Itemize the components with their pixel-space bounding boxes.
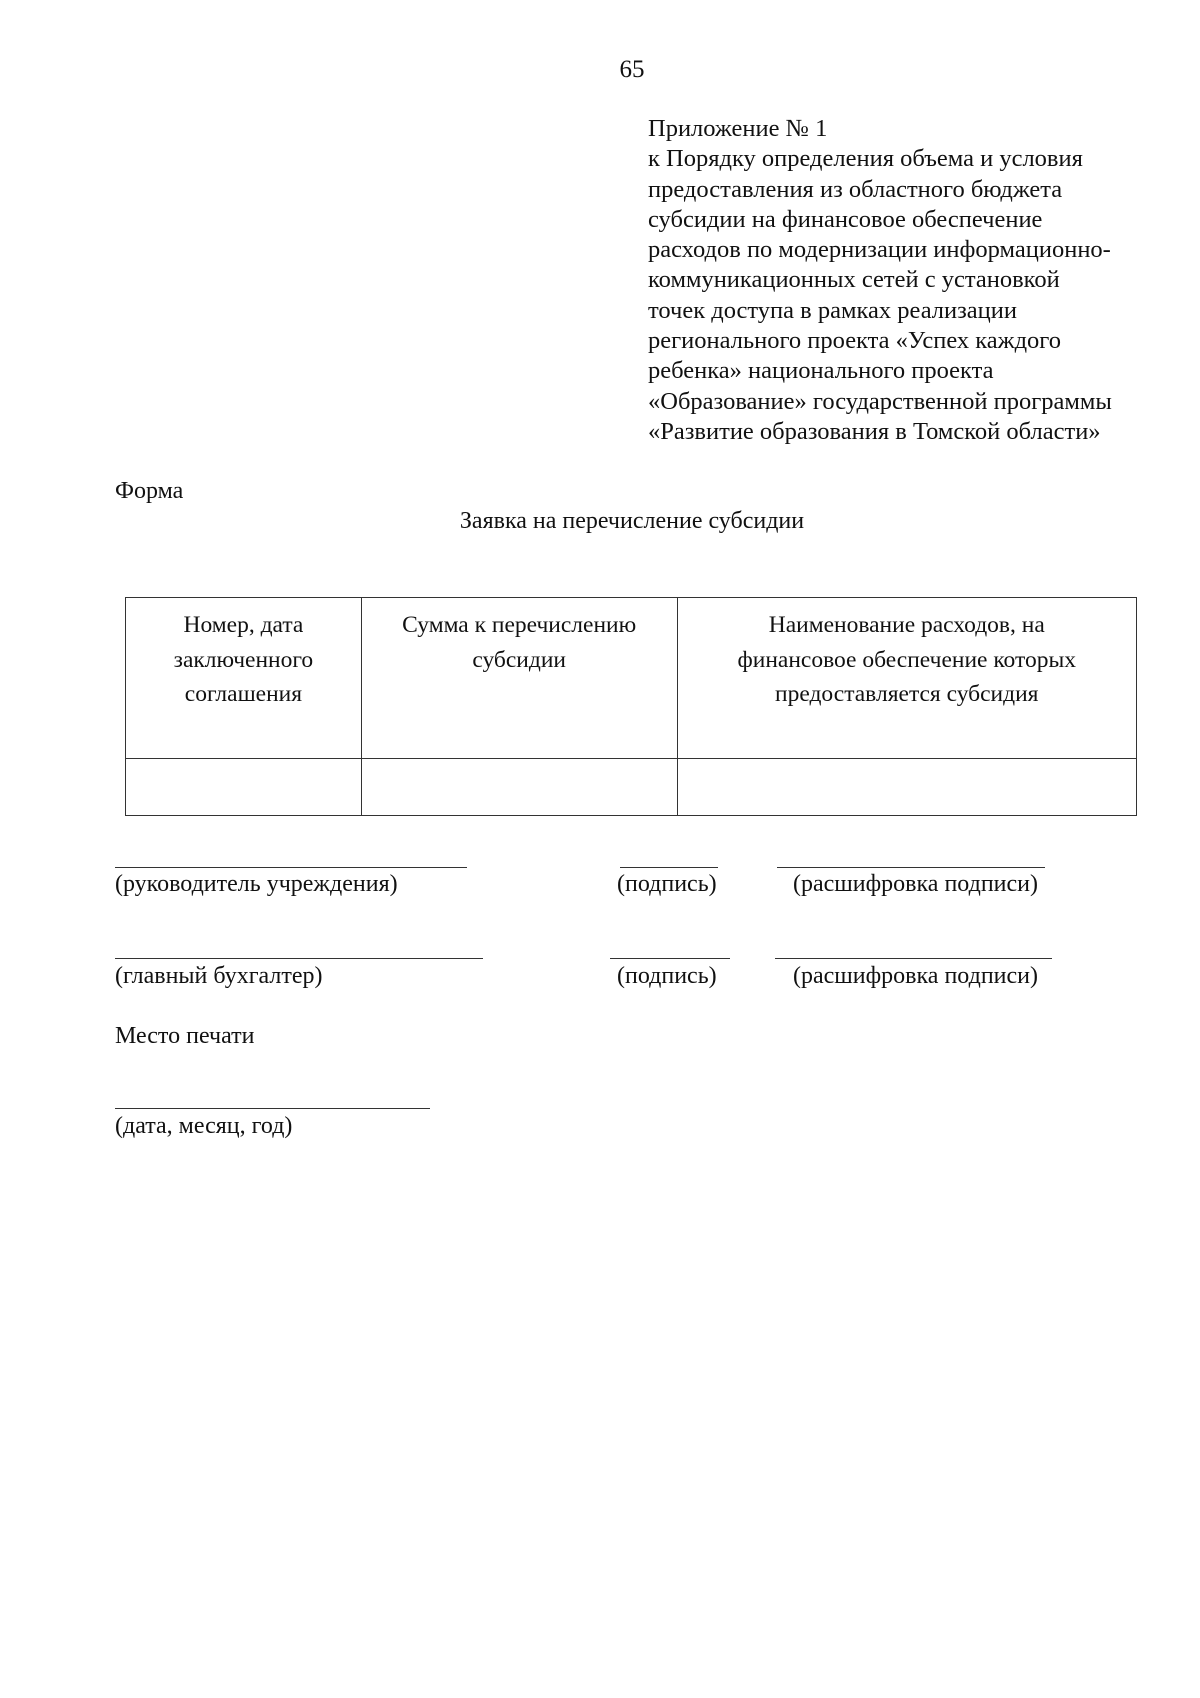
subsidy-request-table (125, 597, 1137, 816)
head-decoding-caption: (расшифровка подписи) (793, 871, 1038, 897)
accountant-role-line (115, 958, 483, 959)
header-line: субсидии (472, 646, 566, 673)
appendix-line: к Порядку определения объема и условия (648, 145, 1083, 173)
accountant-decoding-caption: (расшифровка подписи) (793, 963, 1038, 989)
header-line: финансовое обеспечение которых (737, 646, 1076, 673)
table-row (126, 759, 1137, 816)
date-caption: (дата, месяц, год) (115, 1113, 293, 1139)
head-decoding-line (777, 867, 1045, 868)
appendix-line: предоставления из областного бюджета (648, 175, 1063, 203)
appendix-line: регионального проекта «Успех каждого (648, 327, 1061, 355)
header-line: Наименование расходов, на (768, 612, 1045, 638)
accountant-decoding-line (775, 958, 1052, 959)
appendix-line: точек доступа в рамках реализации (648, 296, 1018, 324)
header-line: заключенного (173, 646, 314, 673)
appendix-line: «Развитие образования в Томской области» (648, 417, 1101, 445)
stamp-place-label: Место печати (115, 1023, 255, 1049)
header-line: предоставляется субсидия (775, 681, 1039, 707)
appendix-line: ребенка» национального проекта (648, 357, 994, 385)
appendix-line: Приложение № 1 (648, 115, 828, 142)
header-expense-name (677, 598, 1136, 759)
header-agreement-number-date (126, 598, 362, 759)
head-signature-caption: (подпись) (617, 871, 717, 897)
appendix-line: коммуникационных сетей с установкой (648, 266, 1060, 294)
accountant-role-caption: (главный бухгалтер) (115, 963, 323, 989)
header-line: Номер, дата (183, 612, 304, 638)
table-cell (361, 759, 677, 816)
head-signature-line (620, 867, 718, 868)
document-title: Заявка на перечисление субсидии (459, 508, 805, 534)
page-number: 65 (619, 56, 645, 83)
appendix-line: расходов по модернизации информационно- (648, 236, 1111, 264)
appendix-line: «Образование» государственной программы (648, 387, 1112, 415)
appendix-line: субсидии на финансовое обеспечение (648, 205, 1043, 233)
header-line: соглашения (184, 681, 303, 707)
head-role-caption: (руководитель учреждения) (115, 871, 398, 897)
table-cell (126, 759, 362, 816)
date-line (115, 1108, 430, 1109)
table-cell (677, 759, 1136, 816)
header-line: Сумма к перечислению (402, 612, 637, 638)
head-role-line (115, 867, 467, 868)
accountant-signature-line (610, 958, 730, 959)
accountant-signature-caption: (подпись) (617, 963, 717, 989)
table-header-row (126, 598, 1137, 759)
form-label: Форма (115, 478, 184, 504)
appendix-header (648, 114, 1168, 447)
header-subsidy-amount (361, 598, 677, 759)
